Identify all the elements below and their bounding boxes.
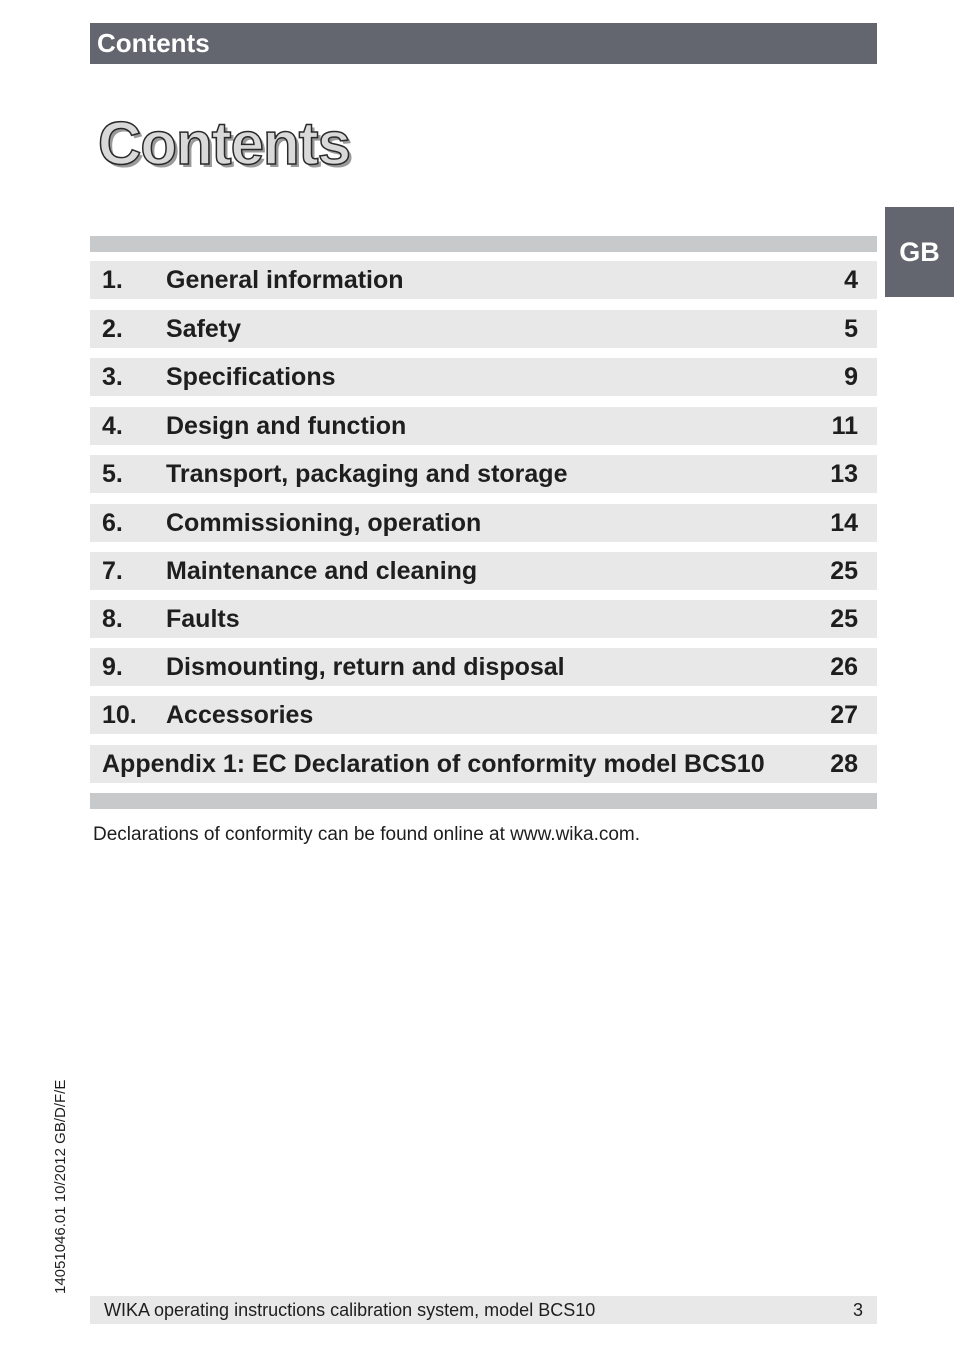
toc-page: 11 bbox=[831, 412, 858, 440]
toc-title: Transport, packaging and storage bbox=[166, 460, 568, 488]
toc-row[interactable] bbox=[90, 600, 877, 638]
toc-number: 4. bbox=[102, 412, 123, 440]
footer-page-number: 3 bbox=[852, 1300, 863, 1320]
toc-page: 28 bbox=[830, 750, 858, 778]
document-code: 14051046.01 10/2012 GB/D/F/E bbox=[52, 1079, 69, 1294]
toc-title: General information bbox=[166, 266, 404, 294]
toc-page: 13 bbox=[830, 460, 858, 488]
toc-page: 9 bbox=[844, 363, 858, 391]
toc-number: 1. bbox=[102, 266, 123, 294]
toc-number: 8. bbox=[102, 605, 123, 633]
page-title: Contents bbox=[98, 110, 350, 177]
toc-row[interactable] bbox=[90, 696, 877, 734]
toc-number: 5. bbox=[102, 460, 123, 488]
section-header: Contents bbox=[90, 23, 877, 64]
toc-top-rule bbox=[90, 236, 877, 252]
toc-title: Accessories bbox=[166, 701, 314, 729]
toc-number: 3. bbox=[102, 363, 123, 391]
toc-page: 5 bbox=[844, 315, 858, 343]
toc-row[interactable] bbox=[90, 310, 877, 348]
toc-number: 10. bbox=[102, 701, 137, 729]
toc-row[interactable] bbox=[90, 504, 877, 542]
conformity-note: Declarations of conformity can be found online at www.wika.com. bbox=[93, 824, 641, 845]
toc-page: 25 bbox=[830, 557, 858, 585]
toc-row[interactable] bbox=[90, 407, 877, 445]
toc-row[interactable] bbox=[90, 261, 877, 299]
toc-row-appendix[interactable] bbox=[90, 745, 877, 783]
toc-page: 27 bbox=[830, 701, 858, 729]
footer-text: WIKA operating instructions calibration system, model BCS10 bbox=[104, 1300, 596, 1320]
toc-title: Design and function bbox=[166, 412, 407, 440]
toc-number: 7. bbox=[102, 557, 123, 585]
toc-title: Commissioning, operation bbox=[166, 509, 482, 537]
toc-number: 9. bbox=[102, 653, 123, 681]
toc-title: Specifications bbox=[166, 363, 336, 391]
toc-title: Appendix 1: EC Declaration of conformity model BCS10 bbox=[102, 750, 765, 778]
language-tab[interactable]: GB bbox=[885, 207, 954, 297]
toc-page: 14 bbox=[830, 509, 858, 537]
toc-number: 6. bbox=[102, 509, 123, 537]
toc-title: Dismounting, return and disposal bbox=[166, 653, 565, 681]
toc-row[interactable] bbox=[90, 358, 877, 396]
toc-page: 25 bbox=[830, 605, 858, 633]
page-footer bbox=[90, 1296, 877, 1324]
toc-row[interactable] bbox=[90, 455, 877, 493]
toc-title: Faults bbox=[166, 605, 240, 633]
toc-page: 26 bbox=[830, 653, 858, 681]
toc-number: 2. bbox=[102, 315, 123, 343]
toc-title: Maintenance and cleaning bbox=[166, 557, 478, 585]
toc-bottom-rule bbox=[90, 793, 877, 809]
toc-page: 4 bbox=[844, 266, 858, 294]
toc-title: Safety bbox=[166, 315, 242, 343]
toc-row[interactable] bbox=[90, 552, 877, 590]
toc-row[interactable] bbox=[90, 648, 877, 686]
